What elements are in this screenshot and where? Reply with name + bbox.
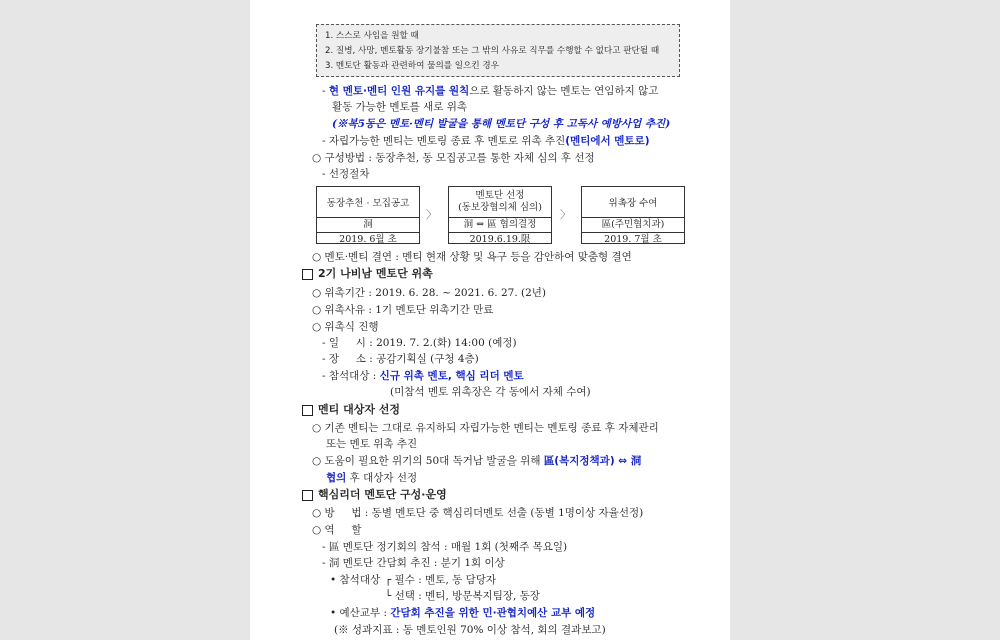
keep-principle-highlight: 현 멘토·멘티 인원 유지를 원칙 (328, 85, 470, 97)
role-regular-meeting: - 區 멘토단 정기회의 참석 : 매월 1회 (첫째주 목요일) (322, 541, 568, 553)
step-selection: 멘토단 선정 (동보장협의체 심의) 洞 ⇔ 區 협의결정 2019.6.19.限 (448, 186, 552, 244)
attendee-required: ┌ 필수 : 멘토, 동 담당자 (385, 574, 497, 586)
leader-role: ○ 역 할 (312, 524, 362, 536)
ceremony-attendees: - 참석대상 : 신규 위촉 멘토, 핵심 리더 멘토 (322, 370, 524, 382)
matching-line: ○ 멘토·멘티 결연 : 멘티 현재 상황 및 욕구 등을 감안하여 맞춤형 결연 (312, 251, 632, 263)
budget-line: • 예산교부 : 간담회 추진을 위한 민·관협치예산 교부 예정 (330, 607, 596, 619)
criteria-item: 2. 질병, 사망, 멘토활동 장기불참 또는 그 밖의 사유로 직무를 수행할 수 없다고 판단될 때 (325, 46, 660, 56)
ceremony-place: - 장 소 : 공감기획실 (구청 4층) (322, 353, 479, 365)
section-2-title: 2기 나비남 멘토단 위촉 (318, 267, 433, 280)
step-appointment: 위촉장 수여 區(주민협치과) 2019. 7월 초 (581, 186, 685, 244)
appointment-reason: ○ 위촉사유 : 1기 멘토단 위촉기간 만료 (312, 304, 494, 316)
section-checkbox (302, 405, 313, 416)
attendees-note: (미참석 멘토 위촉장은 각 동에서 자체 수여) (390, 386, 591, 398)
flow-arrow: 〉 (426, 208, 437, 221)
leader-method: ○ 방 법 : 동별 멘토단 중 핵심리더멘토 선출 (동별 1명이상 자율선정) (312, 507, 644, 519)
flow-arrow: 〉 (560, 208, 571, 221)
step-recommend: 동장추천 · 모집공고 洞 2019. 6월 초 (316, 186, 420, 244)
dismissal-criteria-box (316, 24, 680, 77)
help-needed-line: ○ 도움이 필요한 위기의 50대 독거남 발굴을 위해 區(복지정책과) ⇔ 洞 (312, 455, 642, 467)
section-4-title: 핵심리더 멘토단 구성·운영 (318, 488, 447, 501)
attendee-optional: └ 선택 : 멘티, 방문복지팀장, 동장 (385, 590, 540, 602)
keep-principle-line: - 현 멘토·멘티 인원 유지를 원칙으로 활동하지 않는 멘토는 연임하지 않고 (322, 85, 659, 97)
existing-mentee-line2: 또는 멘토 위촉 추진 (326, 438, 418, 450)
ceremony-date: - 일 시 : 2019. 7. 2.(화) 14:00 (예정) (322, 337, 517, 349)
document-page (250, 0, 730, 640)
keep-principle-line2: 활동 가능한 멘토를 새로 위촉 (332, 101, 468, 113)
criteria-item: 1. 스스로 사임을 원할 때 (325, 31, 419, 41)
ceremony-label: ○ 위촉식 진행 (312, 321, 379, 333)
procedure-label: - 선정절차 (322, 168, 370, 180)
criteria-item: 3. 멘토단 활동과 관련하여 물의를 일으킨 경우 (325, 61, 500, 71)
bok5-note: (※복5동은 멘토·멘티 발굴을 통해 멘토단 구성 후 고독사 예방사업 추진) (332, 118, 671, 130)
attendee-label: • 참석대상 (330, 574, 381, 586)
section-checkbox (302, 269, 313, 280)
help-needed-line2: 협의 후 대상자 선정 (326, 472, 418, 484)
composition-method: ○ 구성방법 : 동장추천, 동 모집공고를 통한 자체 심의 후 선정 (312, 152, 595, 164)
existing-mentee-line: ○ 기존 멘티는 그대로 유지하되 자립가능한 멘티는 멘토링 종료 후 자체관리 (312, 422, 659, 434)
kpi-note: (※ 성과지표 : 동 멘토인원 70% 이상 참석, 회의 결과보고) (334, 624, 606, 636)
section-3-title: 멘티 대상자 선정 (318, 403, 401, 416)
self-reliant-highlight: (멘티에서 멘토로) (565, 135, 650, 147)
appointment-period: ○ 위촉기간 : 2019. 6. 28. ~ 2021. 6. 27. (2년) (312, 287, 547, 299)
role-dong-meeting: - 洞 멘토단 간담회 추진 : 분기 1회 이상 (322, 557, 505, 569)
section-checkbox (302, 490, 313, 501)
self-reliant-line: - 자립가능한 멘티는 멘토링 종료 후 멘토로 위촉 추진(멘티에서 멘토로) (322, 135, 650, 147)
